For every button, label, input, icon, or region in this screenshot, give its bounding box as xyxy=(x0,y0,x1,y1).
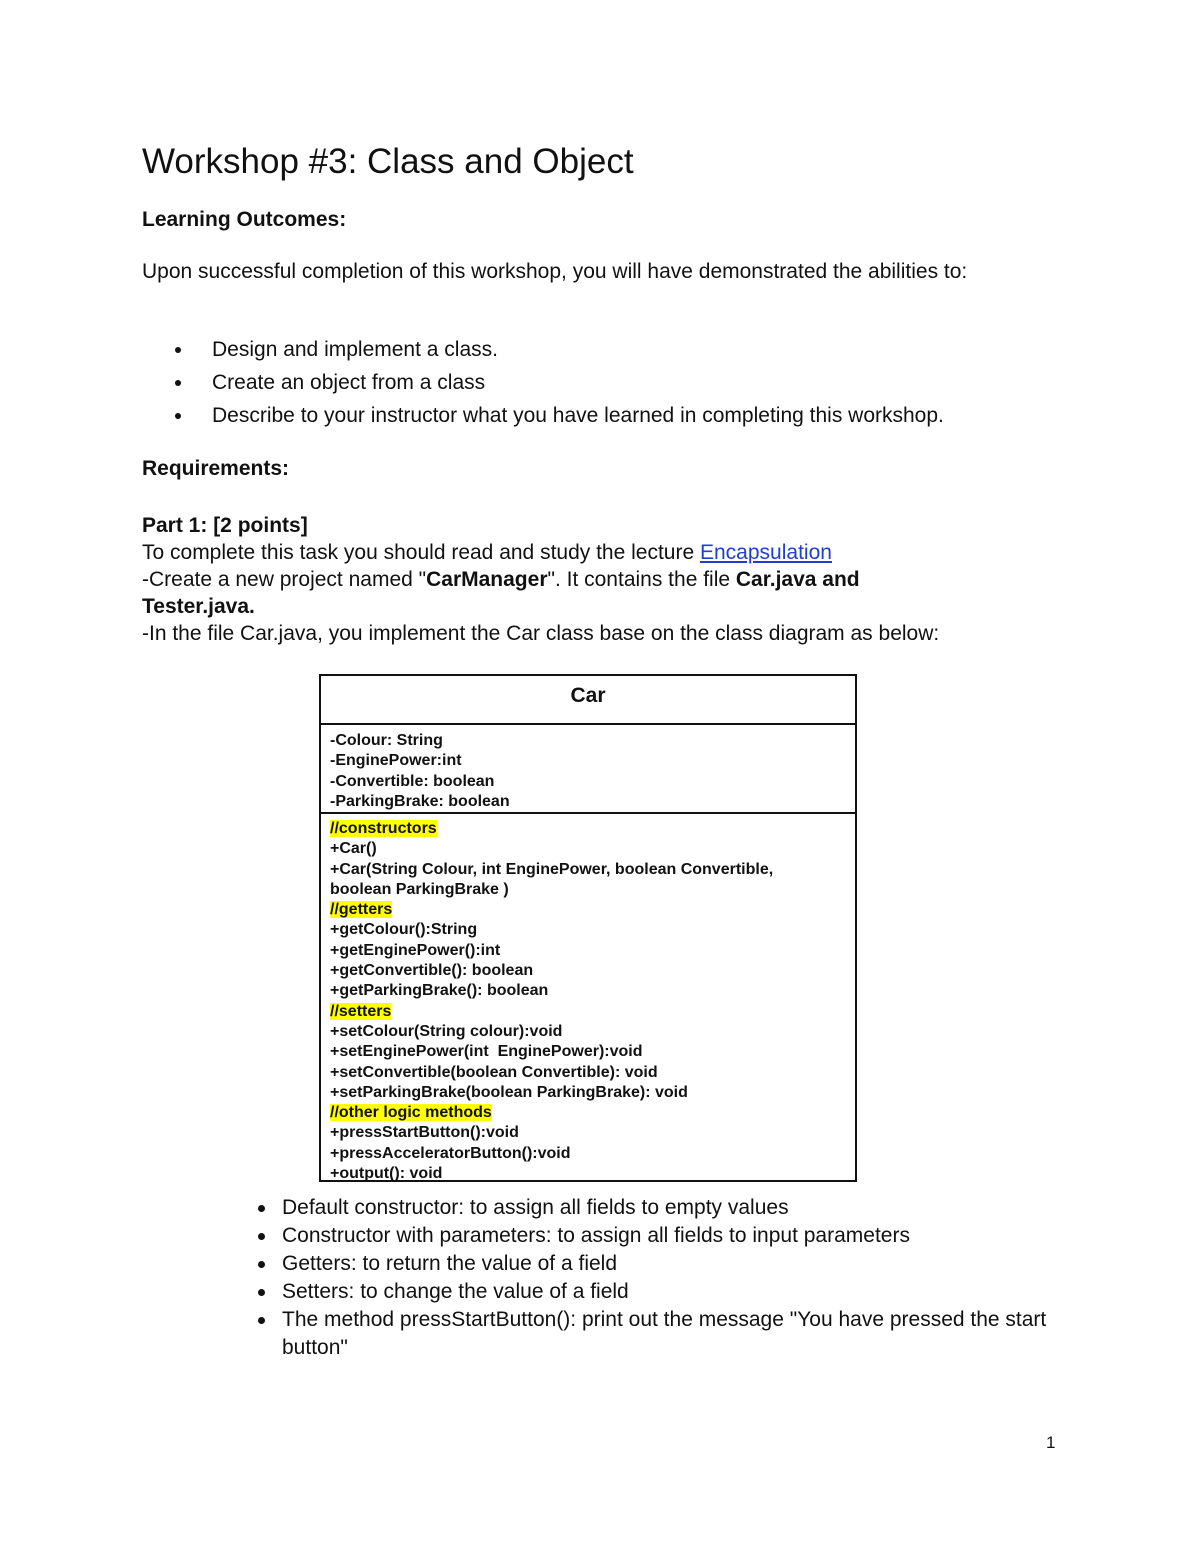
list-item: Setters: to change the value of a field xyxy=(142,1278,1062,1306)
page-number: 1 xyxy=(1046,1433,1056,1452)
uml-method: +getEnginePower():int xyxy=(330,941,501,959)
uml-method: +getParkingBrake(): boolean xyxy=(330,982,549,1000)
learning-outcomes-list xyxy=(142,333,944,432)
page-title: Workshop #3: Class and Object xyxy=(142,142,634,181)
list-item: Getters: to return the value of a field xyxy=(142,1250,1062,1278)
uml-section-getters: //getters xyxy=(330,901,393,919)
uml-class-name: Car xyxy=(321,676,855,725)
bullet-icon xyxy=(258,1289,265,1296)
list-item: Describe to your instructor what you have learned in completing this workshop. xyxy=(142,399,944,432)
requirements-heading: Requirements: xyxy=(142,457,290,480)
learning-outcomes-heading: Learning Outcomes: xyxy=(142,208,347,231)
requirements-line-3: Tester.java. xyxy=(142,595,255,618)
learning-outcomes-intro: Upon successful completion of this workshop, you will have demonstrated the abilities to: xyxy=(142,260,968,283)
uml-method: +setConvertible(boolean Convertible): void xyxy=(330,1063,658,1081)
bullet-icon xyxy=(258,1233,265,1240)
list-item: Design and implement a class. xyxy=(142,333,944,366)
uml-section-constructors: //constructors xyxy=(330,820,437,837)
uml-section-other: //other logic methods xyxy=(330,1104,492,1122)
uml-methods xyxy=(321,814,855,1184)
requirements-line-1: To complete this task you should read and study the lecture Encapsulation xyxy=(142,541,832,564)
uml-attribute: -EnginePower:int xyxy=(330,752,462,770)
bullet-icon xyxy=(258,1205,265,1212)
requirements-line-4: -In the file Car.java, you implement the Car class base on the class diagram as below: xyxy=(142,622,940,645)
uml-class-diagram xyxy=(319,674,857,1182)
bullet-icon xyxy=(175,347,181,353)
requirements-notes-list xyxy=(142,1194,1062,1362)
encapsulation-link[interactable]: Encapsulation xyxy=(700,541,832,564)
list-item: The method pressStartButton(): print out the message "You have pressed the start button" xyxy=(142,1306,1062,1362)
part-title: Part 1: [2 points] xyxy=(142,514,308,537)
bullet-icon xyxy=(175,380,181,386)
uml-attributes xyxy=(321,725,855,814)
uml-attribute: -Colour: String xyxy=(330,732,443,749)
uml-method: +getColour():String xyxy=(330,921,478,939)
uml-attribute: -ParkingBrake: boolean xyxy=(330,792,510,810)
list-item: Constructor with parameters: to assign all fields to input parameters xyxy=(142,1222,1062,1250)
list-item: Create an object from a class xyxy=(142,366,944,399)
uml-method: +pressAcceleratorButton():void xyxy=(330,1144,571,1162)
uml-method: +pressStartButton():void xyxy=(330,1124,519,1142)
uml-attribute: -Convertible: boolean xyxy=(330,772,495,790)
requirements-line-2: -Create a new project named "CarManager". It contains the file Car.java and xyxy=(142,568,860,591)
requirements-block xyxy=(142,512,1062,647)
uml-method: +setEnginePower(int EnginePower):void xyxy=(330,1043,643,1061)
uml-method: +setParkingBrake(boolean ParkingBrake): void xyxy=(330,1083,688,1101)
uml-method: boolean ParkingBrake ) xyxy=(330,880,509,898)
uml-method: +getConvertible(): boolean xyxy=(330,962,534,980)
uml-method: +Car() xyxy=(330,840,377,858)
bullet-icon xyxy=(175,413,181,419)
uml-section-setters: //setters xyxy=(330,1002,392,1020)
bullet-icon xyxy=(258,1317,265,1324)
bullet-icon xyxy=(258,1261,265,1268)
uml-method: +setColour(String colour):void xyxy=(330,1022,563,1040)
list-item: Default constructor: to assign all fields to empty values xyxy=(142,1194,1062,1222)
uml-method: +Car(String Colour, int EnginePower, boolean Convertible, xyxy=(330,860,774,878)
uml-method: +output(): void xyxy=(330,1165,443,1183)
